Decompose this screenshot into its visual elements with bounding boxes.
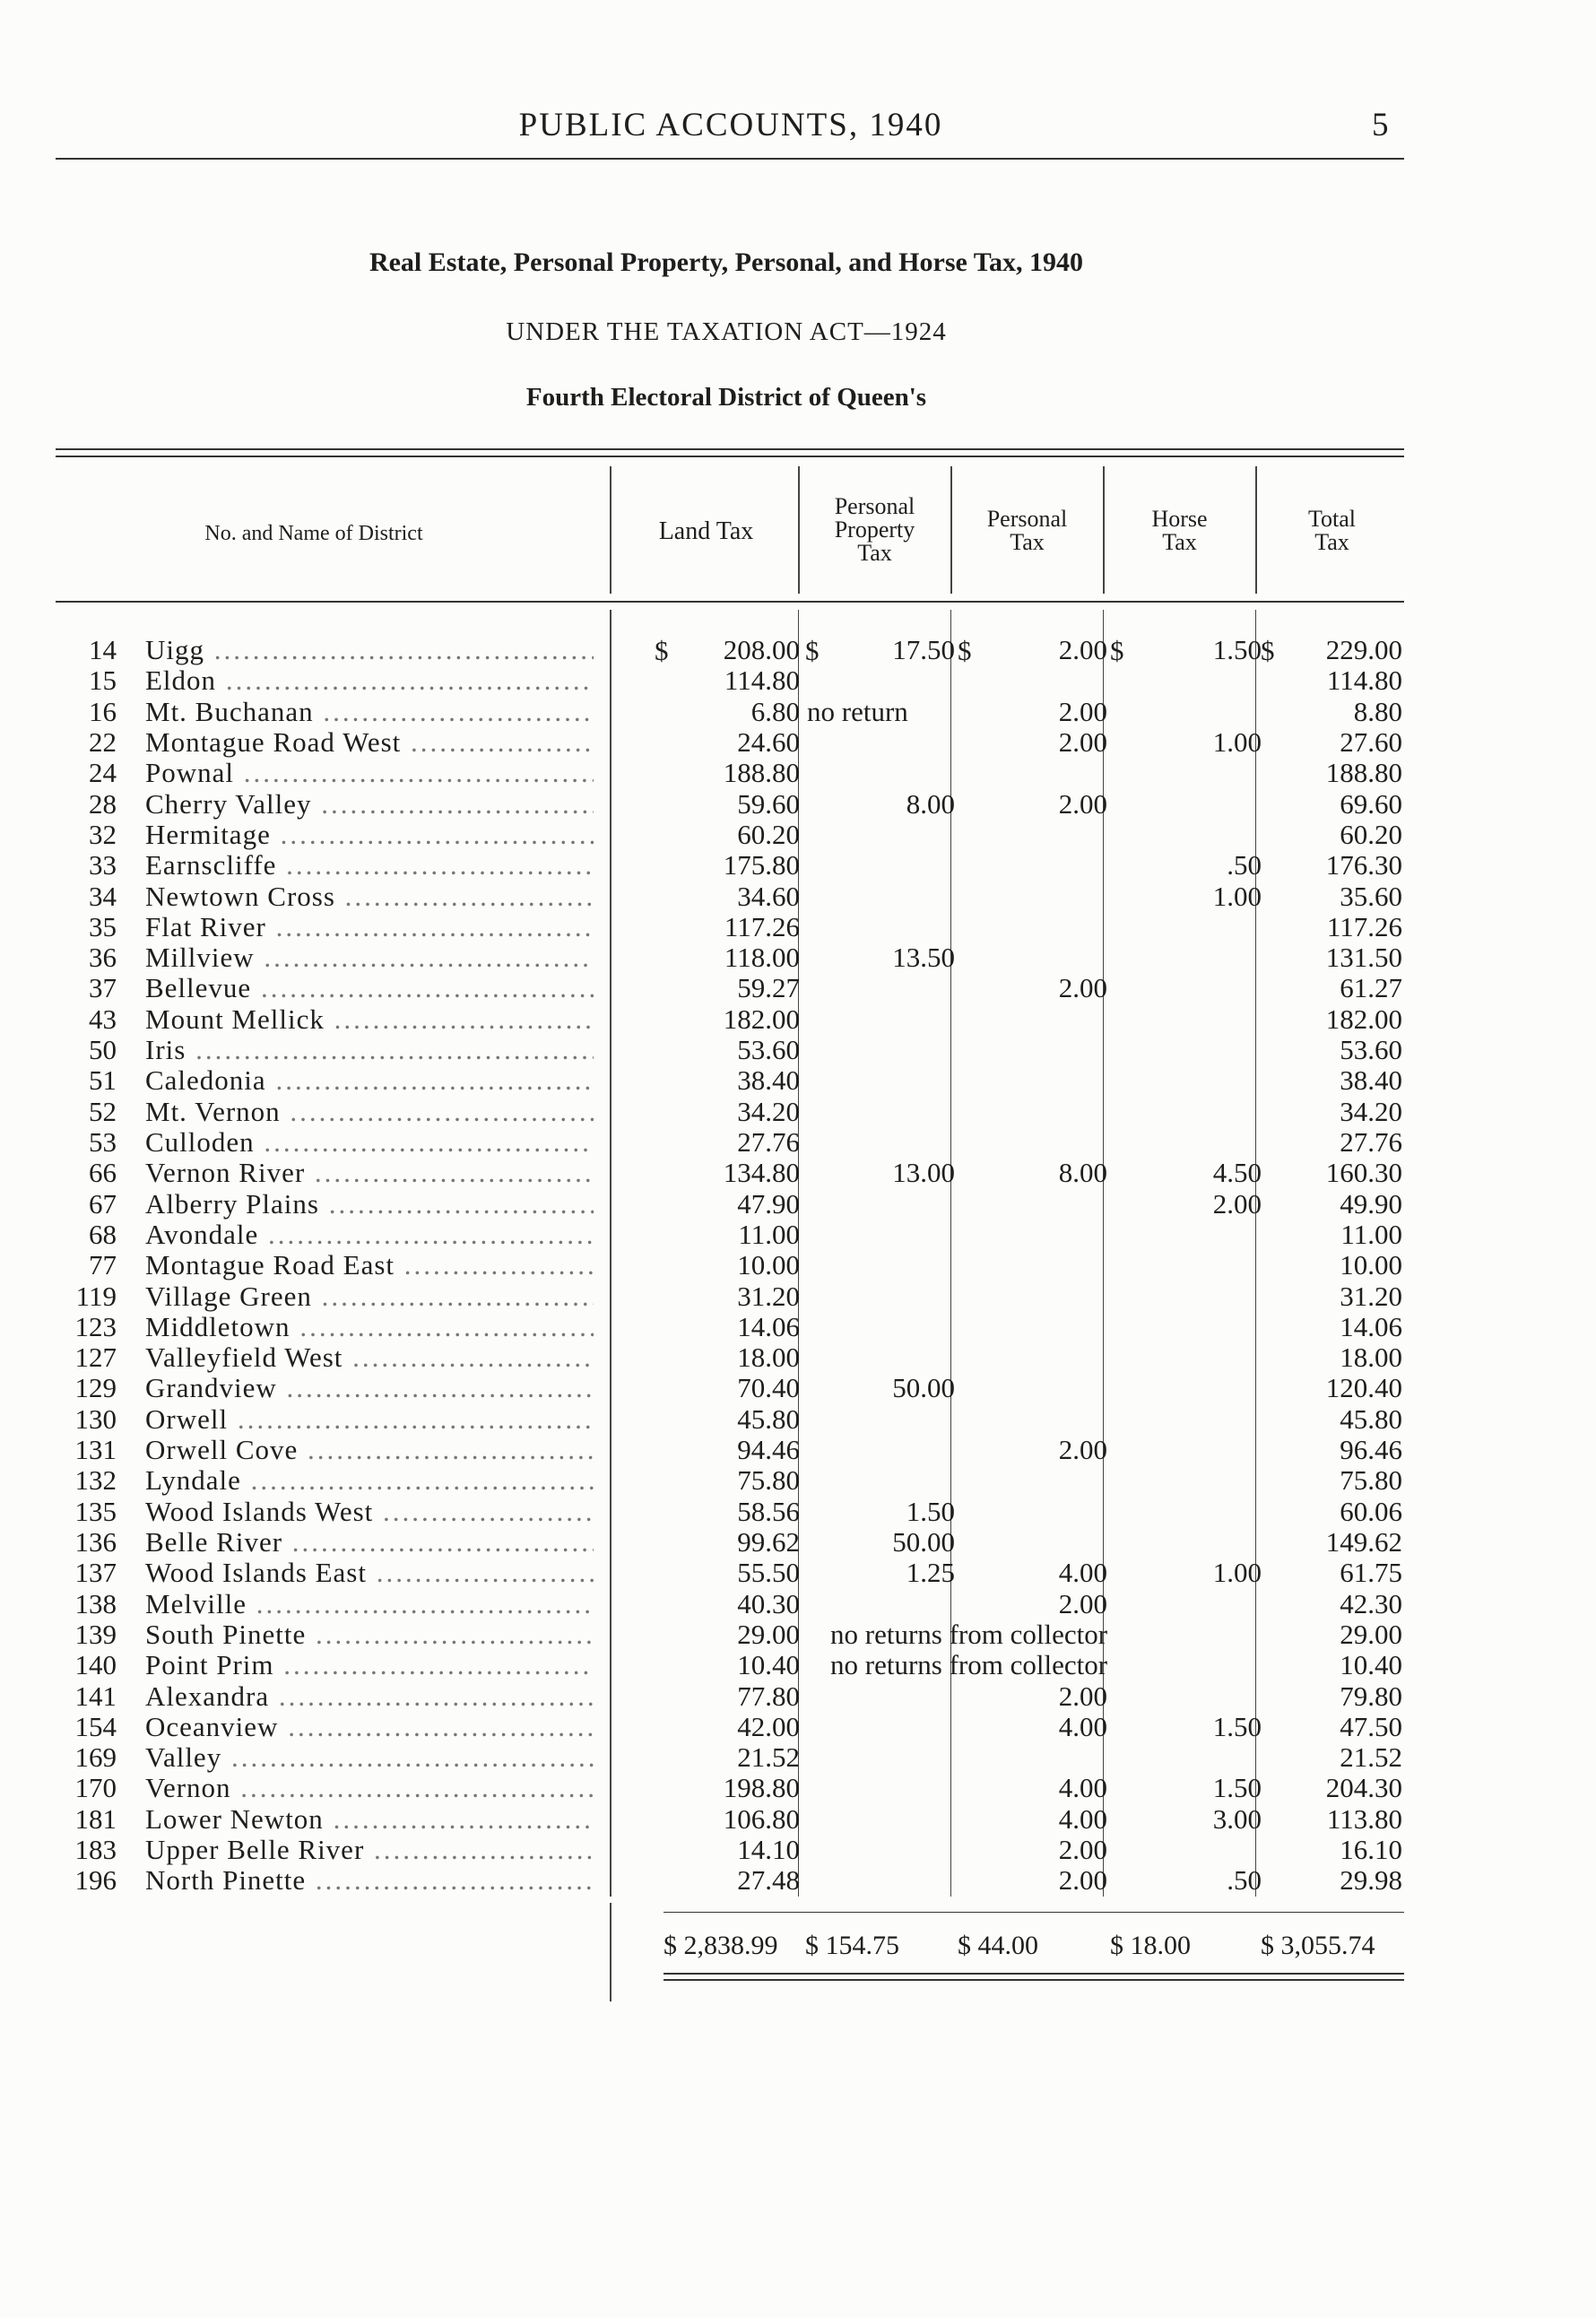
table-row: 129 Grandview ..... 70.40 50.00 120.40	[0, 1373, 1596, 1403]
col-divider-1	[610, 466, 612, 594]
table-row: 32 Hermitage ..... 60.20 60.20	[0, 820, 1596, 850]
totals-divider	[610, 1903, 612, 2001]
table-row: 139 South Pinette ..... 29.00 no returns from collector 29.00	[0, 1619, 1596, 1650]
dollar-sign-total: $	[1261, 635, 1275, 666]
col-divider-4	[1103, 466, 1105, 594]
table-title: Real Estate, Personal Property, Personal, and Horse Tax, 1940	[369, 247, 1084, 277]
table-row: 15 Eldon ..... 114.80 114.80	[0, 665, 1596, 696]
col-divider-3	[950, 466, 952, 594]
col-header-pp-line3: Tax	[857, 540, 892, 566]
col-header-pp-line1: Personal	[834, 493, 915, 519]
col-header-land-tax: Land Tax	[658, 517, 754, 545]
dollar-sign-personal: $	[958, 635, 972, 666]
table-row: 132 Lyndale ..... 75.80 75.80	[0, 1465, 1596, 1496]
col-header-personal-line1: Personal	[986, 506, 1068, 532]
table-row: 35 Flat River ..... 117.26 117.26	[0, 912, 1596, 942]
note-no-return: no return	[807, 696, 908, 727]
running-head: PUBLIC ACCOUNTS, 1940	[518, 107, 943, 143]
table-row: 123 Middletown ..... 14.06 14.06	[0, 1312, 1596, 1342]
table-row: 169 Valley ..... 21.52 21.52	[0, 1742, 1596, 1773]
table-row: 52 Mt. Vernon ..... 34.20 34.20	[0, 1097, 1596, 1127]
table-top-rule-2	[56, 456, 1404, 457]
table-row: 28 Cherry Valley ..... 59.60 8.00 2.00 69.60	[0, 789, 1596, 820]
table-row: 154 Oceanview ..... 42.00 4.00 1.50 47.50	[0, 1712, 1596, 1742]
dollar-sign-horse: $	[1110, 635, 1124, 666]
table-row: 67 Alberry Plains ..... 47.90 2.00 49.90	[0, 1189, 1596, 1220]
total-pp: $ 154.75	[805, 1931, 899, 1960]
col-header-name: No. and Name of District	[204, 522, 423, 545]
table-row: 22 Montague Road West ..... 24.60 2.00 1.00 27.60	[0, 727, 1596, 758]
note-no-returns-collector: no returns from collector	[830, 1649, 1108, 1680]
table-row: 183 Upper Belle River ..... 14.10 2.00 16.10	[0, 1835, 1596, 1865]
totals-top-rule	[664, 1912, 1404, 1913]
header-rule	[56, 158, 1404, 160]
col-header-personal-tax	[953, 508, 1101, 554]
table-row: 170 Vernon ..... 198.80 4.00 1.50 204.30	[0, 1773, 1596, 1803]
table-row: 138 Melville ..... 40.30 2.00 42.30	[0, 1589, 1596, 1619]
table-row: 136 Belle River ..... 99.62 50.00 149.62	[0, 1527, 1596, 1558]
totals-bottom-rule	[664, 1973, 1404, 1975]
header-bottom-rule	[56, 601, 1404, 603]
table-row: 51 Caledonia ..... 38.40 38.40	[0, 1065, 1596, 1096]
col-header-total-line2: Tax	[1314, 529, 1349, 555]
total-total: $ 3,055.74	[1261, 1931, 1375, 1960]
table-row: 196 North Pinette ..... 27.48 2.00 .50 29.98	[0, 1865, 1596, 1896]
total-personal: $ 44.00	[958, 1931, 1038, 1960]
table-top-rule	[56, 448, 1404, 450]
district-title: Fourth Electoral District of Queen's	[525, 383, 927, 412]
table-row: 66 Vernon River ..... 134.80 13.00 8.00 4.50 160.30	[0, 1158, 1596, 1188]
table-row: 127 Valleyfield West ..... 18.00 18.00	[0, 1342, 1596, 1373]
col-header-pp-line2: Property	[834, 517, 915, 543]
dollar-sign-pp: $	[805, 635, 820, 666]
table-row: 77 Montague Road East ..... 10.00 10.00	[0, 1250, 1596, 1281]
total-horse: $ 18.00	[1110, 1931, 1191, 1960]
col-divider-2	[798, 466, 800, 594]
col-divider-5	[1255, 466, 1257, 594]
table-subtitle: UNDER THE TAXATION ACT—1924	[506, 317, 947, 346]
col-header-horse-line1: Horse	[1151, 506, 1208, 532]
table-row: 33 Earnscliffe ..... 175.80 .50 176.30	[0, 850, 1596, 881]
total-land: $ 2,838.99	[664, 1931, 778, 1960]
col-header-personal-line2: Tax	[1010, 529, 1045, 555]
table-row: 24 Pownal ..... 188.80 188.80	[0, 758, 1596, 788]
col-header-total-tax	[1258, 508, 1406, 554]
col-header-horse-line2: Tax	[1162, 529, 1197, 555]
table-row: 130 Orwell ..... 45.80 45.80	[0, 1404, 1596, 1435]
table-row: 68 Avondale ..... 11.00 11.00	[0, 1220, 1596, 1250]
col-header-total-line1: Total	[1307, 506, 1357, 532]
table-row: 14 Uigg ..... 208.00 17.50 2.00 1.50 229.00	[0, 635, 1596, 665]
table-row: 137 Wood Islands East ..... 55.50 1.25 4.00 1.00 61.75	[0, 1558, 1596, 1588]
table-row: 53 Culloden ..... 27.76 27.76	[0, 1127, 1596, 1158]
table-row: 135 Wood Islands West ..... 58.56 1.50 60.06	[0, 1497, 1596, 1527]
table-row: 181 Lower Newton ..... 106.80 4.00 3.00 113.80	[0, 1804, 1596, 1835]
totals-bottom-rule-2	[664, 1979, 1404, 1981]
dollar-sign-land: $	[655, 635, 669, 666]
col-header-horse-tax	[1106, 508, 1253, 554]
table-row: 131 Orwell Cove ..... 94.46 2.00 96.46	[0, 1435, 1596, 1465]
table-row: 141 Alexandra ..... 77.80 2.00 79.80	[0, 1681, 1596, 1712]
note-no-returns-collector: no returns from collector	[830, 1619, 1108, 1650]
table-row: 50 Iris ..... 53.60 53.60	[0, 1035, 1596, 1065]
table-row: 36 Millview ..... 118.00 13.50 131.50	[0, 942, 1596, 973]
table-row: 43 Mount Mellick ..... 182.00 182.00	[0, 1004, 1596, 1035]
table-row: 34 Newtown Cross ..... 34.60 1.00 35.60	[0, 881, 1596, 912]
table-row: 119 Village Green ..... 31.20 31.20	[0, 1281, 1596, 1312]
table-row: 140 Point Prim ..... 10.40 no returns from collector 10.40	[0, 1650, 1596, 1680]
table-row: 16 Mt. Buchanan ..... 6.80 no return 2.00 8.80	[0, 697, 1596, 727]
page-number: 5	[1372, 107, 1389, 143]
table-row: 37 Bellevue ..... 59.27 2.00 61.27	[0, 973, 1596, 1003]
col-header-pp-tax	[801, 495, 949, 565]
